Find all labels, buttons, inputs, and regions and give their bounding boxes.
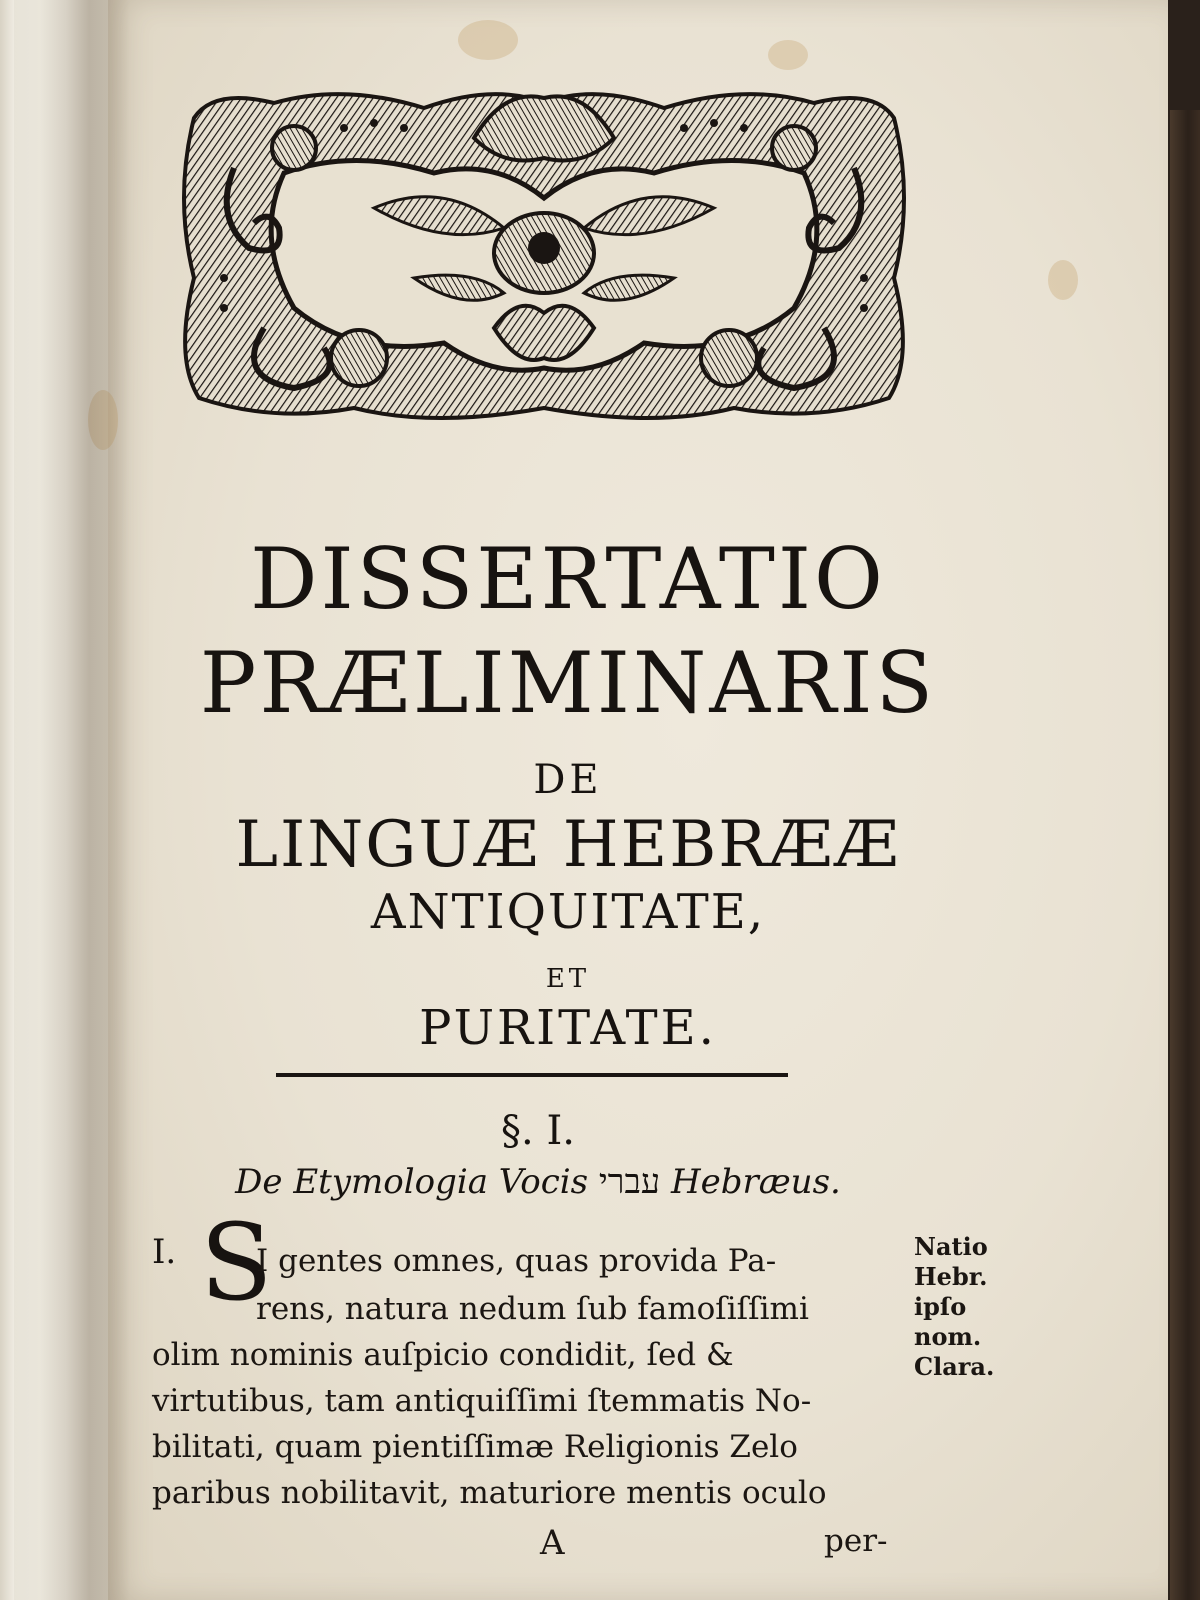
title-line-2: PRÆLIMINARIS xyxy=(199,634,937,732)
paper-stain xyxy=(768,40,808,70)
title-line-1: DISSERTATIO xyxy=(250,530,886,628)
title-line-3: DE xyxy=(533,757,603,803)
body-line-4: virtutibus, tam antiquiſſimi ſtemmatis No- xyxy=(152,1383,812,1419)
margin-note-5: Clara. xyxy=(914,1352,995,1381)
body-line-3: olim nominis auſpicio condidit, ſed & xyxy=(152,1337,734,1373)
section-title-hebrew: עברי xyxy=(598,1162,661,1202)
margin-note-3: ipſo xyxy=(914,1292,967,1321)
paragraph-number: I. xyxy=(152,1232,177,1272)
section-title-end: Hebræus. xyxy=(670,1162,841,1202)
body-line-6: paribus nobilitavit, maturiore mentis oculo xyxy=(152,1475,827,1511)
body-line-1: I gentes omnes, quas provida Pa- xyxy=(256,1243,777,1279)
margin-note-1: Natio xyxy=(914,1232,988,1261)
spine-shadow xyxy=(40,0,130,1600)
horizontal-rule xyxy=(276,1073,788,1077)
drop-cap: S xyxy=(200,1201,273,1324)
title-line-7: PURITATE. xyxy=(419,1000,717,1056)
ornamental-floral-headpiece-icon xyxy=(174,78,914,428)
signature-mark: A xyxy=(540,1523,565,1563)
margin-note-2: Hebr. xyxy=(914,1262,988,1291)
section-title-start: De Etymologia Vocis xyxy=(235,1162,589,1202)
catchword: per- xyxy=(824,1523,888,1559)
title-line-4: LINGUÆ HEBRÆÆ xyxy=(235,808,901,882)
section-mark: §. I. xyxy=(501,1108,575,1154)
book-cover-edge xyxy=(1170,110,1200,1600)
margin-note-4: nom. xyxy=(914,1322,982,1351)
title-line-5: ANTIQUITATE, xyxy=(370,884,766,940)
left-page-edge xyxy=(0,0,14,1600)
title-line-6: ET xyxy=(545,964,591,994)
book-page xyxy=(108,0,1168,1600)
section-title xyxy=(108,1162,968,1202)
body-line-5: bilitati, quam pientiſſimæ Religionis Zelo xyxy=(152,1429,798,1465)
paper-stain xyxy=(1048,260,1078,300)
paper-stain xyxy=(458,20,518,60)
body-line-2: rens, natura nedum ſub famoſiſſimi xyxy=(256,1291,809,1327)
